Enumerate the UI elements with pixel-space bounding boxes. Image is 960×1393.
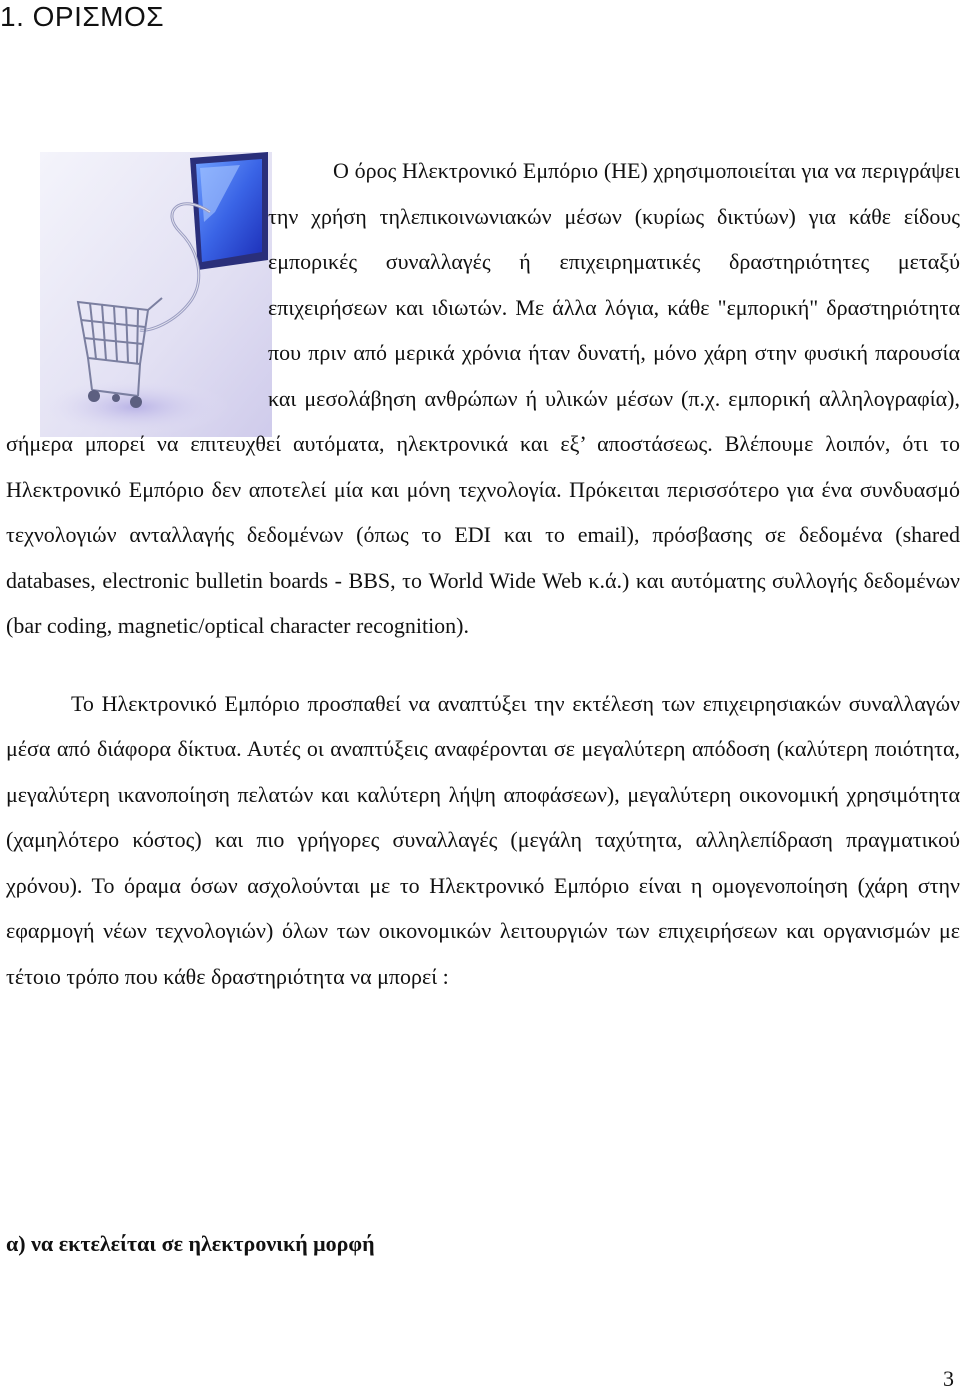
goals-paragraph: Το Ηλεκτρονικό Εμπόριο προσπαθεί να αναπτύξει την εκτέλεση των επιχειρησιακών συναλλαγών μέσα από διάφορα δίκτυα. Αυτές οι αναπτύξεις αναφέρονται σε μεγαλύτερη απόδοση (καλύτερη ποιότητα, μεγαλύτερη ικανοποίηση πελατών και καλύτερη λήψη αποφάσεων), μεγαλύτερη οικονομική χρησιμότητα (χαμηλότερο κόστος) και πιο γρήγορες συναλλαγές (μεγάλη ταχύτητα, αλληλεπίδραση πραγματικού χρόνου). Το όραμα όσων ασχολούνται με το Ηλεκτρονικό Εμπόριο είναι η ομογενοποίηση (χάρη στην εφαρμογή νέων τεχνολογιών) όλων των οικονομικών λειτουργιών των επιχειρήσεων και οργανισμών με τέτοιο τρόπο που κάθε δραστηριότητα να μπορεί : [6,690,960,989]
section-heading: 1. ΟΡΙΣΜΟΣ [0,1,165,32]
figure-spacer [6,148,268,420]
page-number: 3 [943,1366,954,1391]
list-item-heading: α) να εκτελείται σε ηλεκτρονική μορφή [6,1231,375,1256]
article-body [6,148,960,999]
intro-paragraph: Ο όρος Ηλεκτρονικό Εμπόριο (ΗΕ) χρησιμοποιείται για να περιγράψει την χρήση τηλεπικοινωνιακών μέσων (κυρίως δικτύων) για κάθε είδους εμπορικές συναλλαγές ή επιχειρηματικές δραστηριότητες μεταξύ επιχειρήσεων και ιδιωτών. Με άλλα λόγια, κάθε "εμπορική" δραστηριότητα που πριν από μερικά χρόνια ήταν δυνατή, μόνο χάρη στην φυσική παρουσία και μεσολάβηση ανθρώπων ή υλικών μέσων (π.χ. εμπορική αλληλογραφία), σήμερα μπορεί να επιτευχθεί αυτόματα, ηλεκτρονικά και εξ’ αποστάσεως. Βλέπουμε λοιπόν, ότι το Ηλεκτρονικό Εμπόριο δεν αποτελεί μία και μόνη τεχνολογία. Πρόκειται περισσότερο για ένα συνδυασμό τεχνολογιών ανταλλαγής δεδομένων (όπως το EDI και το email), πρόσβασης σε δεδομένα (shared databases, electronic bulletin boards - BBS, το World Wide Web κ.ά.) και αυτόματης συλλογής δεδομένων (bar coding, magnetic/optical character recognition). [6,158,960,638]
